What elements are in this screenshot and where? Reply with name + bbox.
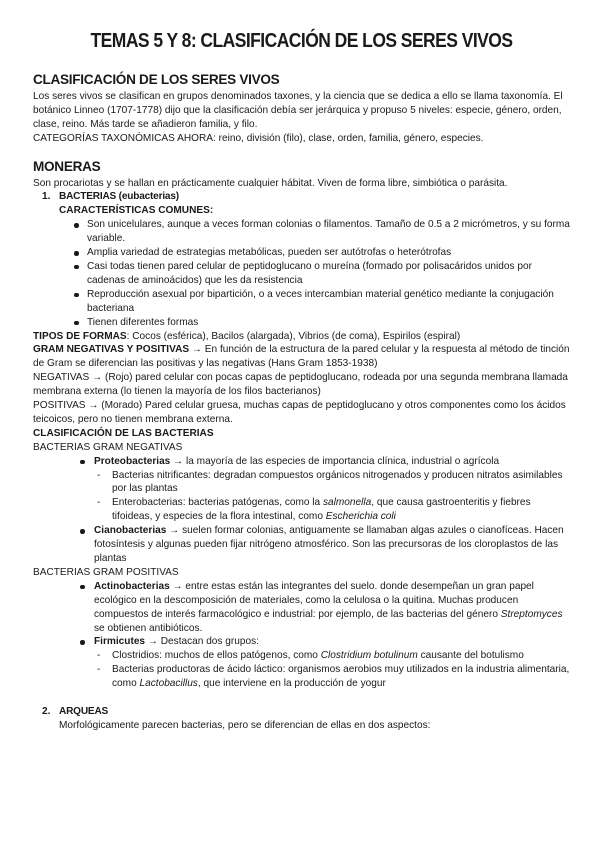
document-title: TEMAS 5 Y 8: CLASIFICACIÓN DE LOS SERES VIVOS <box>90 28 513 52</box>
actino-italic: Streptomyces <box>500 608 563 620</box>
list-item: Amplia variedad de estrategias metabólicas, pueden ser autótrofas o heterótrofas <box>59 246 570 260</box>
list-item-firmicutes <box>76 635 570 649</box>
firmicutes-sublist <box>33 649 570 691</box>
entero-italic-salmonella: salmonella <box>322 497 372 509</box>
paragraph-taxonomia: Los seres vivos se clasifican en grupos denominados taxones, y la ciencia que se dedica a ello se llama taxonomía. El botánico Linneo (1707-1778) dijo que la clasificación debía ser jerárquica y propuso 5 niveles: especie, género, orden, clase, reino. Más tarde se añadieron familia, y filo. <box>33 90 563 130</box>
paragraph-negativas: NEGATIVAS → (Rojo) pared celular con pocas capas de peptidoglucano, rodeada por una segunda membrana llamada membrana externa (lo tienen la mayoría de los filos bacterianos) <box>33 372 568 398</box>
list-item: Casi todas tienen pared celular de peptidoglucano o mureína (formado por polisacáridos unidos por cadenas de aminoácidos) que les da resistencia <box>59 260 570 288</box>
subheading-number: 1. <box>42 191 51 203</box>
list-item-actinobacterias <box>76 580 570 636</box>
list-item-proteobacterias <box>76 455 570 469</box>
list-item: Tienen diferentes formas <box>59 316 570 330</box>
entero-italic-ecoli: Escherichia coli <box>325 511 396 523</box>
proteo-label: Proteobacterias <box>94 455 171 467</box>
actino-label: Actinobacterias <box>94 580 170 592</box>
subheading-title: BACTERIAS (eubacterias) <box>59 191 179 203</box>
section-heading-clasificacion: CLASIFICACIÓN DE LOS SERES VIVOS <box>33 71 280 87</box>
actino-end: se obtienen antibióticos. <box>94 622 203 634</box>
list-item-enterobacterias <box>94 496 570 524</box>
paragraph-tipos-formas <box>33 330 570 344</box>
gram-positivas-heading: BACTERIAS GRAM POSITIVAS <box>33 566 179 578</box>
gram-negativas-list-2 <box>33 524 570 566</box>
list-item-clostridios <box>94 649 570 663</box>
entero-text-a: Enterobacterias: bacterias patógenas, como la <box>112 497 323 509</box>
subheading-bacterias <box>42 190 570 204</box>
ciano-text: → suelen formar colonias, antiguamente se llamaban algas azules o cianofíceas. Hacen fotosíntesis y algunas pueden fijar nitrógeno atmosférico. Son las precursoras de los cloroplastos de las plantas <box>94 525 564 564</box>
clasificacion-bacterias-heading: CLASIFICACIÓN DE LAS BACTERIAS <box>33 427 214 439</box>
caracteristicas-heading: CARACTERÍSTICAS COMUNES: <box>59 205 214 217</box>
gram-negativas-list <box>33 455 570 469</box>
paragraph-positivas: POSITIVAS → (Morado) Pared celular gruesa, muchas capas de peptidoglucano y otros componentes como los ácidos teicoicos, pero no tienen membrana externa. <box>33 400 566 425</box>
list-item-cianobacterias <box>76 524 570 566</box>
clos-text-a: Clostridios: muchos de ellos patógenos, como <box>112 650 321 662</box>
clos-text-b: causante del botulismo <box>417 650 524 662</box>
actino-text: → entre estas están las integrantes del suelo. donde desempeñan un gran papel ecológico en la descomposición de materiales, como la celulosa o la quitina. Muchas producen compuestos de interés farmacológico e industrial: por ejemplo, de las bacterias del género <box>94 580 534 620</box>
list-item-nitrificantes: - Bacterias nitrificantes: degradan compuestos orgánicos nitrogenados y producen nitratos asimilables por las plantas <box>94 469 570 497</box>
tipos-label: TIPOS DE FORMAS <box>33 330 127 342</box>
paragraph-gram <box>33 343 570 371</box>
firmi-label: Firmicutes <box>94 636 146 648</box>
section-heading-moneras: MONERAS <box>33 158 101 174</box>
firmi-text: → Destacan dos grupos: <box>145 636 259 648</box>
tipos-text: : Cocos (esférica), Bacilos (alargada), Vibrios (de coma), Espirilos (espiral) <box>126 330 461 342</box>
paragraph-arqueas: Morfológicamente parecen bacterias, pero se diferencian de ellas en dos aspectos: <box>59 719 431 731</box>
list-item-lacticas <box>94 663 570 691</box>
gram-label: GRAM NEGATIVAS Y POSITIVAS <box>33 344 190 356</box>
ciano-label: Cianobacterias <box>94 525 167 537</box>
subheading-title: ARQUEAS <box>59 706 109 718</box>
entero-text-b: , que causa gastroenteritis y fiebres tifoideas, y especies de la flora intestinal, como <box>112 497 531 523</box>
list-item: Reproducción asexual por bipartición, o a veces intercambian material genético mediante la conjugación bacteriana <box>59 288 570 316</box>
paragraph-categorias: CATEGORÍAS TAXONÓMICAS AHORA: reino, división (filo), clase, orden, familia, género, especies. <box>33 132 484 144</box>
clos-italic: Clostridium botulinum <box>320 650 418 662</box>
proteo-text: → la mayoría de las especies de importancia clínica, industrial o agrícola <box>170 455 500 467</box>
gram-negativas-heading: BACTERIAS GRAM NEGATIVAS <box>33 441 183 453</box>
lact-text-a: Bacterias productoras de ácido láctico: organismos aerobios muy utilizados en la industria alimentaria, como <box>112 664 570 690</box>
subheading-arqueas <box>42 705 570 719</box>
lact-text-b: , que interviene en la producción de yogur <box>197 678 386 690</box>
list-item: Son unicelulares, aunque a veces forman colonias o filamentos. Tamaño de 0.5 a 2 micrómetros, y su forma variable. <box>59 218 570 246</box>
gram-text: → En función de la estructura de la pared celular y la respuesta al método de tinción de Gram se diferencian las positivas y las negativas (Hans Gram 1853-1938) <box>33 344 570 370</box>
paragraph-moneras-intro: Son procariotas y se hallan en prácticamente cualquier hábitat. Viven de forma libre, simbiótica o parásita. <box>33 177 508 189</box>
subheading-number: 2. <box>42 706 51 718</box>
gram-positivas-list <box>33 580 570 650</box>
proteobacterias-sublist <box>33 469 570 525</box>
lact-italic: Lactobacillus <box>139 678 198 690</box>
caracteristicas-list <box>33 218 570 329</box>
